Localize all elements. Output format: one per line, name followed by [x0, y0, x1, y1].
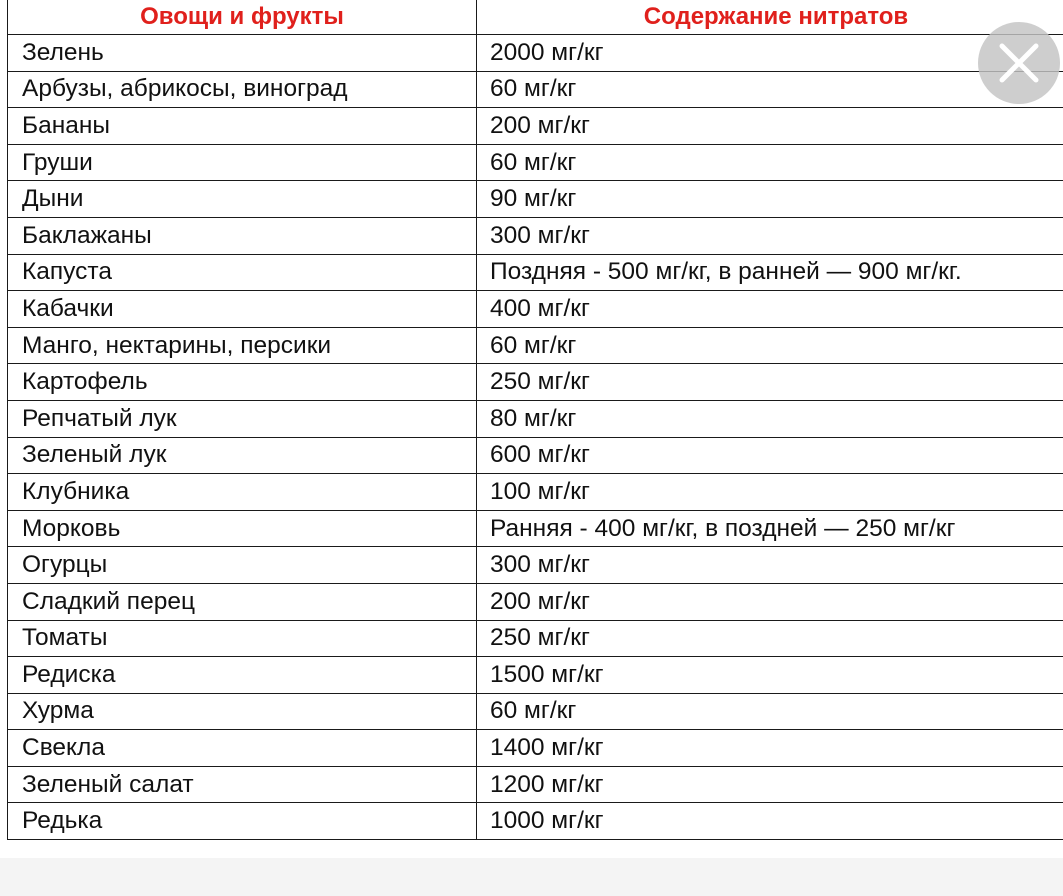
- table-row: [8, 71, 1063, 108]
- product-name-cell: Редька: [8, 803, 477, 840]
- product-name-cell: Баклажаны: [8, 217, 477, 254]
- table-row: [8, 657, 1063, 694]
- column-header-nitrates: Содержание нитратов: [477, 0, 1063, 35]
- nitrate-value-cell: 60 мг/кг: [477, 144, 1063, 181]
- table-row: [8, 108, 1063, 145]
- table-row: [8, 766, 1063, 803]
- table-row: [8, 583, 1063, 620]
- nitrate-value-cell: 2000 мг/кг: [477, 35, 1063, 72]
- nitrate-value-cell: 60 мг/кг: [477, 693, 1063, 730]
- product-name-cell: Зеленый лук: [8, 437, 477, 474]
- product-name-cell: Редиска: [8, 657, 477, 694]
- column-header-products: Овощи и фрукты: [8, 0, 477, 35]
- product-name-cell: Зеленый салат: [8, 766, 477, 803]
- table-row: [8, 510, 1063, 547]
- table-row: [8, 144, 1063, 181]
- table-row: [8, 35, 1063, 72]
- table-row: [8, 217, 1063, 254]
- table-row: [8, 693, 1063, 730]
- product-name-cell: Бананы: [8, 108, 477, 145]
- table-row: [8, 803, 1063, 840]
- table-row: [8, 437, 1063, 474]
- product-name-cell: Клубника: [8, 474, 477, 511]
- close-button[interactable]: [978, 22, 1060, 104]
- close-icon: [998, 42, 1040, 84]
- nitrate-value-cell: 1000 мг/кг: [477, 803, 1063, 840]
- bottom-strip: [0, 858, 1063, 896]
- product-name-cell: Хурма: [8, 693, 477, 730]
- table-row: [8, 620, 1063, 657]
- table-row: [8, 181, 1063, 218]
- product-name-cell: Репчатый лук: [8, 400, 477, 437]
- table-row: [8, 364, 1063, 401]
- table-row: [8, 254, 1063, 291]
- nitrate-value-cell: 1400 мг/кг: [477, 730, 1063, 767]
- nitrate-value-cell: 300 мг/кг: [477, 547, 1063, 584]
- product-name-cell: Манго, нектарины, персики: [8, 327, 477, 364]
- nitrate-value-cell: 60 мг/кг: [477, 71, 1063, 108]
- nitrate-value-cell: 1500 мг/кг: [477, 657, 1063, 694]
- product-name-cell: Зелень: [8, 35, 477, 72]
- product-name-cell: Морковь: [8, 510, 477, 547]
- table-body: [8, 35, 1063, 840]
- product-name-cell: Груши: [8, 144, 477, 181]
- product-name-cell: Свекла: [8, 730, 477, 767]
- nitrate-value-cell: 100 мг/кг: [477, 474, 1063, 511]
- nitrate-value-cell: 1200 мг/кг: [477, 766, 1063, 803]
- nitrate-value-cell: Поздняя - 500 мг/кг, в ранней — 900 мг/кг.: [477, 254, 1063, 291]
- table-row: [8, 327, 1063, 364]
- product-name-cell: Дыни: [8, 181, 477, 218]
- product-name-cell: Кабачки: [8, 291, 477, 328]
- nitrate-value-cell: 400 мг/кг: [477, 291, 1063, 328]
- nitrate-value-cell: 60 мг/кг: [477, 327, 1063, 364]
- nitrate-value-cell: 90 мг/кг: [477, 181, 1063, 218]
- table-row: [8, 547, 1063, 584]
- nitrate-value-cell: 200 мг/кг: [477, 583, 1063, 620]
- nitrates-table: [7, 0, 1063, 840]
- table-header-row: [8, 0, 1063, 35]
- product-name-cell: Томаты: [8, 620, 477, 657]
- nitrate-value-cell: 300 мг/кг: [477, 217, 1063, 254]
- nitrate-value-cell: 200 мг/кг: [477, 108, 1063, 145]
- nitrate-value-cell: 600 мг/кг: [477, 437, 1063, 474]
- product-name-cell: Сладкий перец: [8, 583, 477, 620]
- product-name-cell: Огурцы: [8, 547, 477, 584]
- nitrate-value-cell: 80 мг/кг: [477, 400, 1063, 437]
- product-name-cell: Капуста: [8, 254, 477, 291]
- nitrate-value-cell: Ранняя - 400 мг/кг, в поздней — 250 мг/кг: [477, 510, 1063, 547]
- nitrate-value-cell: 250 мг/кг: [477, 364, 1063, 401]
- product-name-cell: Картофель: [8, 364, 477, 401]
- nitrate-value-cell: 250 мг/кг: [477, 620, 1063, 657]
- table-row: [8, 400, 1063, 437]
- table-row: [8, 730, 1063, 767]
- table-row: [8, 291, 1063, 328]
- product-name-cell: Арбузы, абрикосы, виноград: [8, 71, 477, 108]
- table-row: [8, 474, 1063, 511]
